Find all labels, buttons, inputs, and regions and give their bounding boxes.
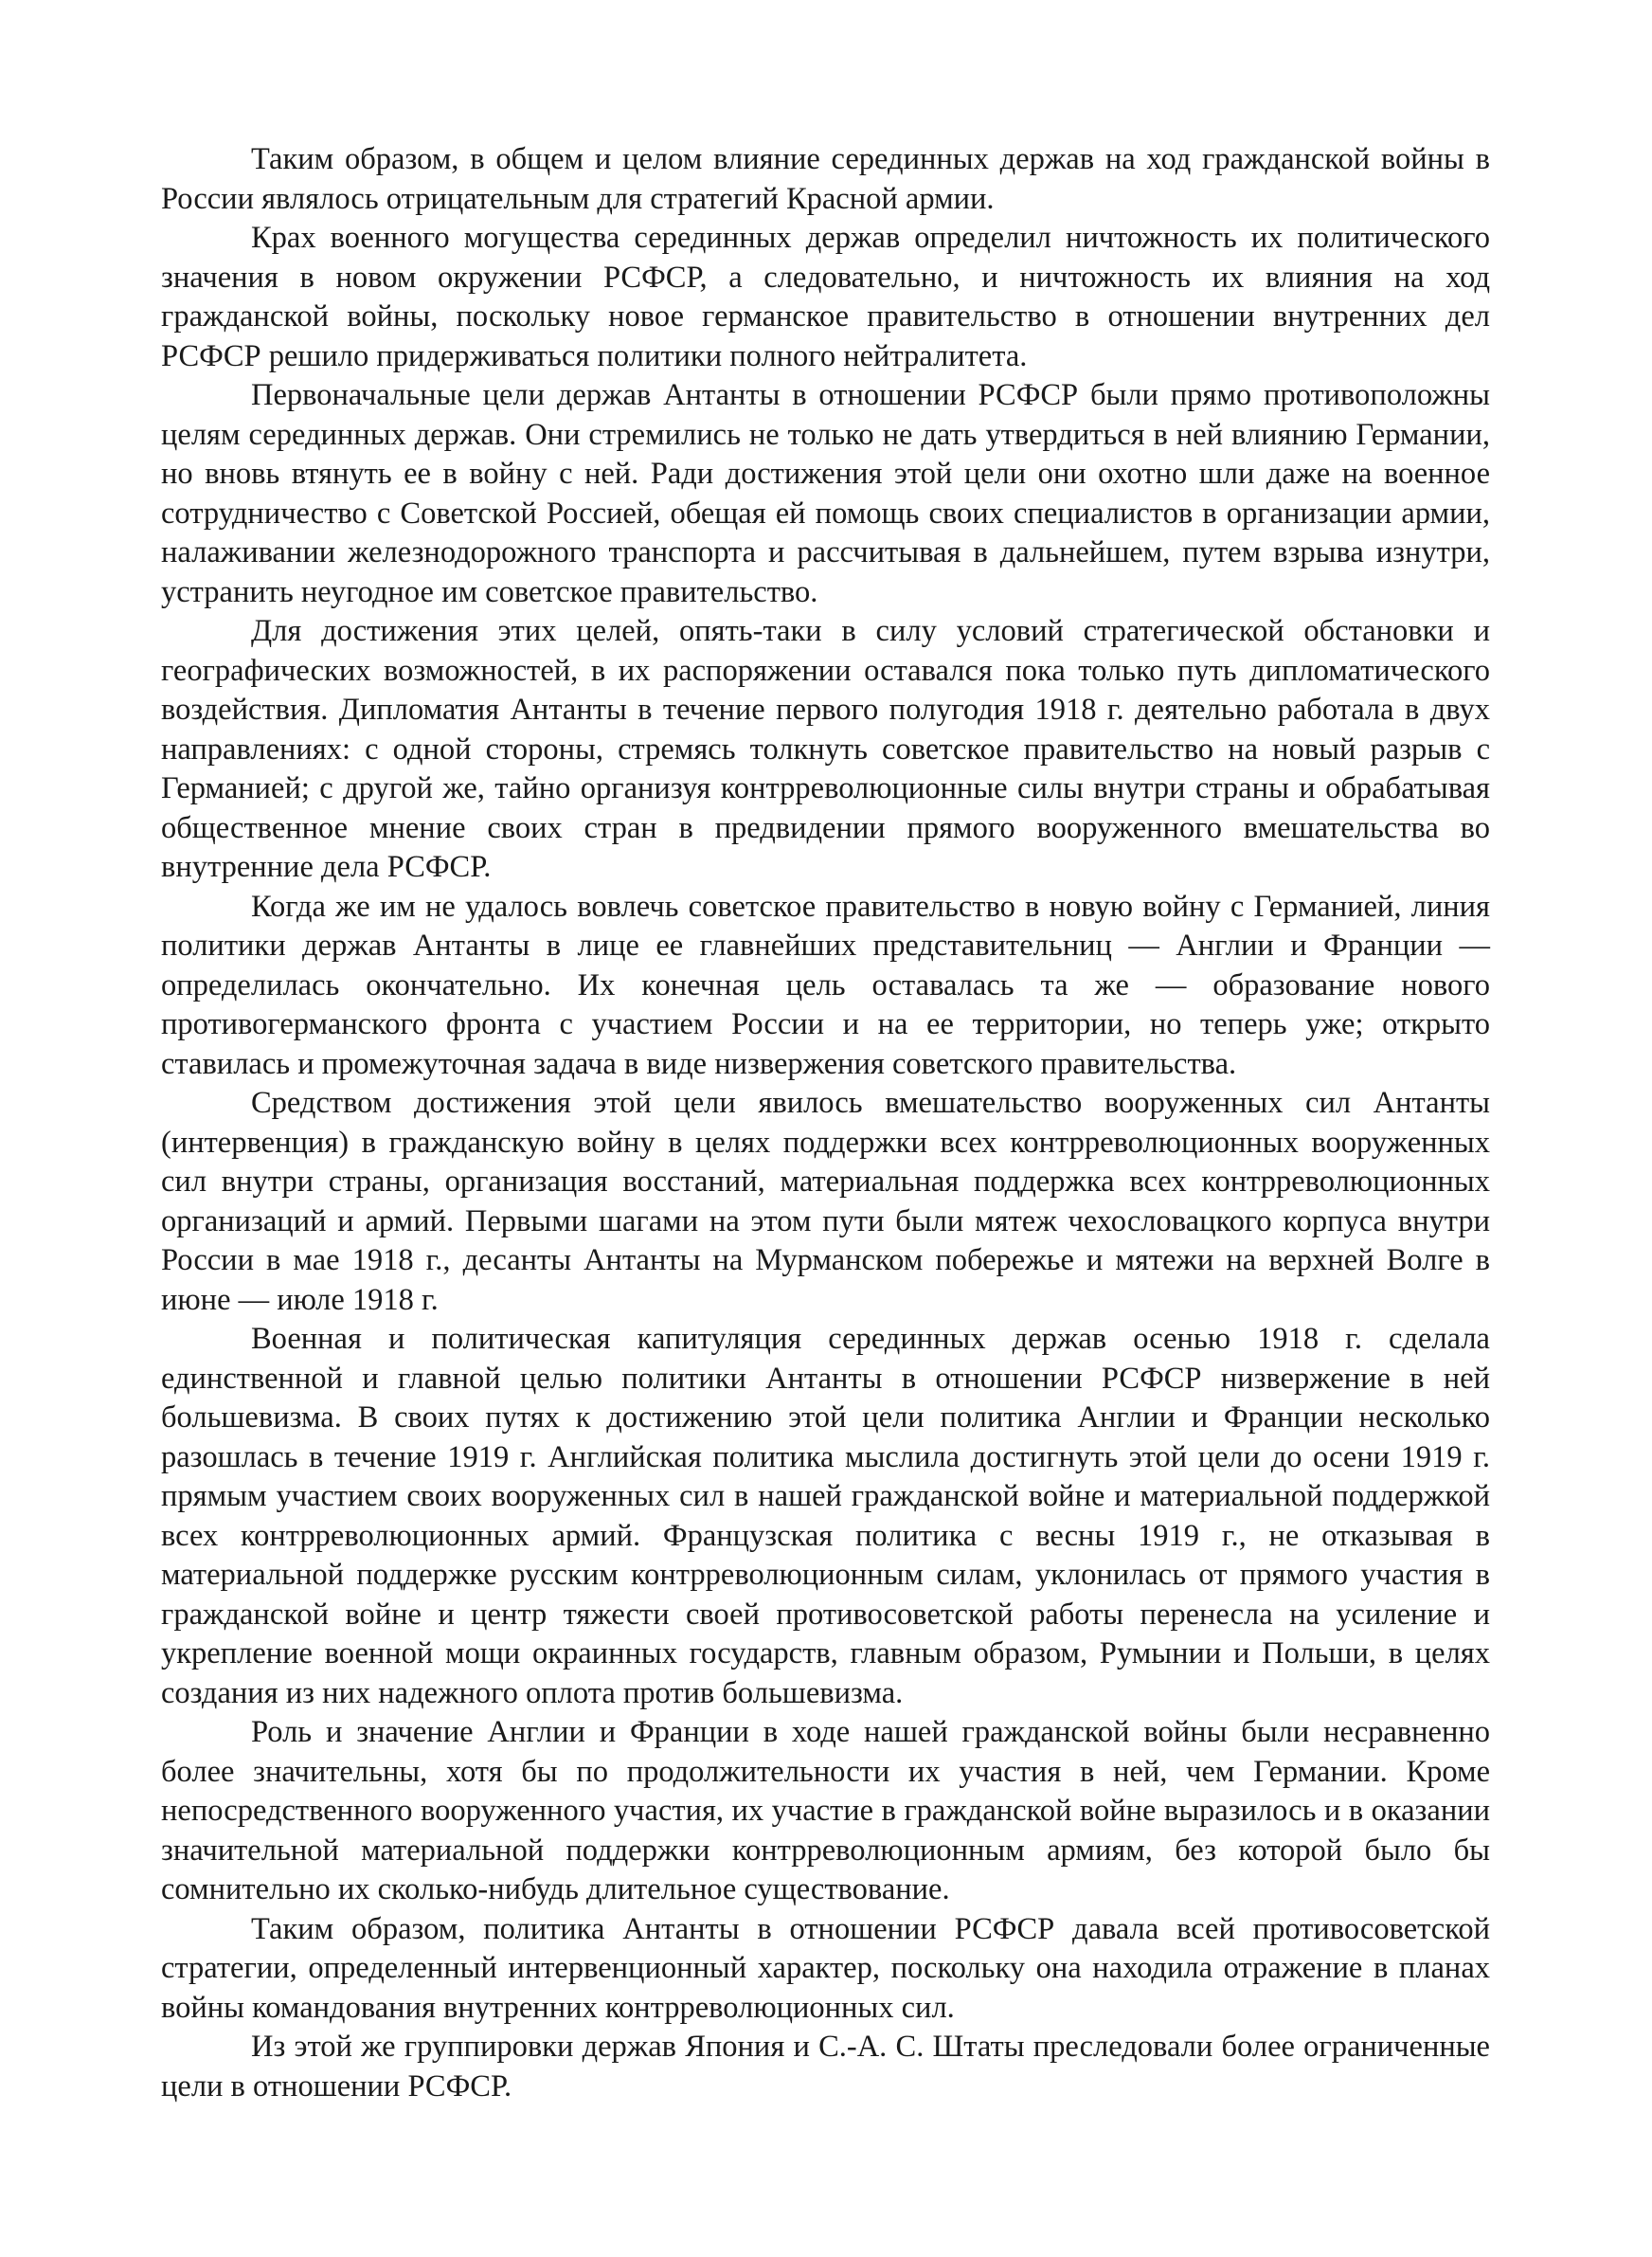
paragraph: Роль и значение Англии и Франции в ходе нашей гражданской войны были несравненно более значительны, хотя бы по продолжительности их участия в ней, чем Германии. Кроме непосредственного вооруженного участия, их участие в гражданской войне выразилось и в оказании значительной материальной поддержки контрреволюционным армиям, без которой было бы сомнительно их сколько-нибудь длительное существование.	[161, 1715, 1490, 1906]
paragraph: Средством достижения этой цели явилось вмешательство вооруженных сил Антанты (интервенция) в гражданскую войну в целях поддержки всех контрреволюционных вооруженных сил внутри страны, организация восстаний, материальная поддержка всех контрреволюционных организаций и армий. Первыми шагами на этом пути были мятеж чехословацкого корпуса внутри России в мае 1918 г., десанты Антанты на Мурманском побережье и мятежи на верхней Волге в июне — июле 1918 г.	[161, 1086, 1490, 1317]
paragraph: Когда же им не удалось вовлечь советское правительство в новую войну с Германией, линия политики держав Антанты в лице ее главнейших представительниц — Англии и Франции — определилась окончательно. Их конечная цель оставалась та же — образование нового противогерманского фронта с участием России и на ее территории, но теперь уже; открыто ставилась и промежуточная задача в виде низвержения советского правительства.	[161, 889, 1490, 1081]
paragraph: Первоначальные цели держав Антанты в отношении РСФСР были прямо противоположны целям серединных держав. Они стремились не только не дать утвердиться в ней влиянию Германии, но вновь втянуть ее в войну с ней. Ради достижения этой цели они охотно шли даже на военное сотрудничество с Советской Россией, обещая ей помощь своих специалистов в организации армии, налаживании железнодорожного транспорта и рассчитывая в дальнейшем, путем взрыва изнутри, устранить неугодное им советское правительство.	[161, 378, 1490, 609]
body-text	[161, 140, 1490, 2106]
paragraph: Военная и политическая капитуляция серединных держав осенью 1918 г. сделала единственной и главной целью политики Антанты в отношении РСФСР низвержение в ней большевизма. В своих путях к достижению этой цели политика Англии и Франции несколько разошлась в течение 1919 г. Английская политика мыслила достигнуть этой цели до осени 1919 г. прямым участием своих вооруженных сил в нашей гражданской войне и материальной поддержкой всех контрреволюционных армий. Французская политика с весны 1919 г., не отказывая в материальной поддержке русским контрреволюционным силам, уклонилась от прямого участия в гражданской войне и центр тяжести своей противосоветской работы перенесла на усиление и укрепление военной мощи окраинных государств, главным образом, Румынии и Польши, в целях создания из них надежного оплота против большевизма.	[161, 1322, 1490, 1710]
paragraph: Таким образом, политика Антанты в отношении РСФСР давала всей противосоветской стратегии, определенный интервенционный характер, поскольку она находила отражение в планах войны командования внутренних контрреволюционных сил.	[161, 1911, 1490, 2025]
paragraph: Для достижения этих целей, опять-таки в силу условий стратегической обстановки и географических возможностей, в их распоряжении оставался пока только путь дипломатического воздействия. Дипломатия Антанты в течение первого полугодия 1918 г. деятельно работала в двух направлениях: с одной стороны, стремясь толкнуть советское правительство на новый разрыв с Германией; с другой же, тайно организуя контрреволюционные силы внутри страны и обрабатывая общественное мнение своих стран в предвидении прямого вооруженного вмешательства во внутренние дела РСФСР.	[161, 614, 1490, 884]
paragraph: Таким образом, в общем и целом влияние серединных держав на ход гражданской войны в России являлось отрицательным для стратегий Красной армии.	[161, 142, 1490, 216]
paragraph: Из этой же группировки держав Япония и С.-А. С. Штаты преследовали более ограниченные цели в отношении РСФСР.	[161, 2030, 1490, 2104]
paragraph: Крах военного могущества серединных держав определил ничтожность их политического значения в новом окружении РСФСР, а следовательно, и ничтожность их влияния на ход гражданской войны, поскольку новое германское правительство в отношении внутренних дел РСФСР решило придерживаться политики полного нейтралитета.	[161, 221, 1490, 373]
